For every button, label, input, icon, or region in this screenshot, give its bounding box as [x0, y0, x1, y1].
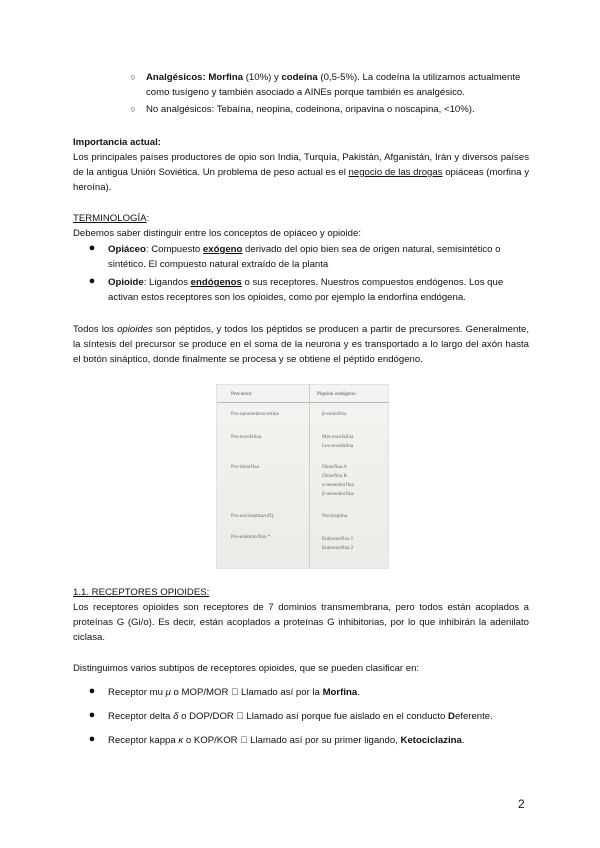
- receptor-kappa-item: Receptor kappa κ o KOP/KOR   Llamado así por su primer ligando, Ketociclazina.: [108, 735, 465, 746]
- greek-mu: μ: [165, 687, 171, 698]
- table-cell: β-endorfina: [322, 411, 347, 417]
- bullet-icon: ●: [88, 242, 96, 254]
- table-cell: Endomorfina 2: [322, 545, 354, 551]
- importancia-paragraph: Los principales países productores de opio son India, Turquía, Pakistán, Afganistán, Irán y diversos países de la antigua Unión Soviética. Un problema de peso actual es el negocio de las drogas opiáceas (morfina y heroína).: [73, 152, 529, 193]
- sublist-item-analgesicos: Analgésicos: Morfina (10%) y codeína (0,5-5%). La codeína la utilizamos actualmente como tusígeno y también asociado a AINEs porque también es analgésico.: [146, 72, 521, 98]
- table-cell: β-neoendorfina: [322, 491, 354, 497]
- table-cell: Pro-dinorfina: [231, 464, 259, 470]
- term-codeina: codeína: [281, 72, 318, 83]
- receptor-delta-item: Receptor delta δ o DOP/DOR   Llamado así porque fue aislado en el conducto Deferente.: [108, 711, 493, 722]
- terminologia-intro: Debemos saber distinguir entre los conceptos de opiáceo y opioide:: [73, 228, 361, 239]
- negocio-drogas-link: negocio de las drogas: [348, 166, 443, 178]
- table-cell: Leu-encefalina: [322, 443, 354, 449]
- terminologia-heading: TERMINOLOGÍA:: [73, 213, 150, 224]
- bullet-icon: ●: [88, 685, 96, 697]
- opioide-definition: Opioide: Ligandos endógenos o sus receptores. Nuestros compuestos endógenos. Los que activan estos receptores son los opioides, como por ejemplo la endorfina endógena.: [108, 277, 504, 303]
- receptor-mu-item: Receptor mu μ o MOP/MOR   Llamado así por la Morfina.: [108, 687, 360, 698]
- table-cell: Met-encefalina: [322, 434, 354, 440]
- table-header-peptide: Péptido endógeno: [317, 391, 356, 397]
- table-cell: Dinorfina B: [322, 473, 347, 479]
- table-cell: Endomorfina 1: [322, 536, 354, 542]
- keyword-endogenos: endógenos: [190, 277, 242, 288]
- subtipos-intro: Distinguimos varios subtipos de receptores opioides, que se pueden clasificar en:: [73, 663, 420, 674]
- table-cell: Pro-encefalina: [231, 434, 262, 440]
- bullet-icon: ●: [88, 709, 96, 721]
- sublist-item-no-analgesicos: No analgésicos: Tebaína, neopina, codeinona, oripavina o noscapina, <10%).: [146, 104, 475, 115]
- table-cell: Pro-endomorfina *: [231, 534, 271, 540]
- keyword-exogeno: exógeno: [202, 244, 243, 255]
- greek-kappa: κ: [178, 735, 184, 746]
- term-analgesicos: Analgésicos: [146, 72, 203, 83]
- table-header-precursor: Precursor: [231, 391, 252, 397]
- table-cell: Dinorfina A: [322, 464, 347, 470]
- precursor-peptide-table: [216, 384, 389, 569]
- peptidos-paragraph: Todos los opioides son péptidos, y todos los péptidos se producen a partir de precursores. Generalmente, la síntesis del precursor se produce en el soma de la neurona y es transportado a lo largo del axón hasta el botón sináptico, donde finalmente se procesa y se obtiene el péptido endógeno.: [73, 324, 530, 365]
- bullet-icon: ●: [88, 275, 96, 287]
- receptores-heading: 1.1. RECEPTORES OPIOIDES:: [73, 587, 210, 598]
- table-cell: Pro-nociceptina/ofQ: [231, 513, 274, 519]
- table-cell: Pro-opiomelanocortina: [231, 411, 279, 417]
- importancia-heading: Importancia actual:: [73, 137, 161, 148]
- circle-bullet-icon: ○: [130, 72, 136, 82]
- opiaceo-definition: Opiáceo: Compuesto exógeno derivado del opio bien sea de origen natural, semisintético o sintético. El compuesto natural extraído de la planta: [108, 244, 501, 270]
- table-cell: α-neoendorfina: [322, 482, 354, 488]
- circle-bullet-icon: ○: [130, 104, 136, 114]
- bullet-icon: ●: [88, 733, 96, 745]
- receptores-paragraph: Los receptores opioides son receptores de 7 dominios transmembrana, pero todos están acoplados a proteínas G (Gi/o). Es decir, están acoplados a proteínas G inhibitorias, por lo que inhibirán la adenilato ciclasa.: [73, 602, 529, 643]
- page-number: 2: [518, 797, 525, 811]
- greek-delta: δ: [173, 711, 179, 722]
- term-morfina: Morfina: [208, 72, 244, 83]
- table-cell: Nociceptina: [322, 513, 348, 519]
